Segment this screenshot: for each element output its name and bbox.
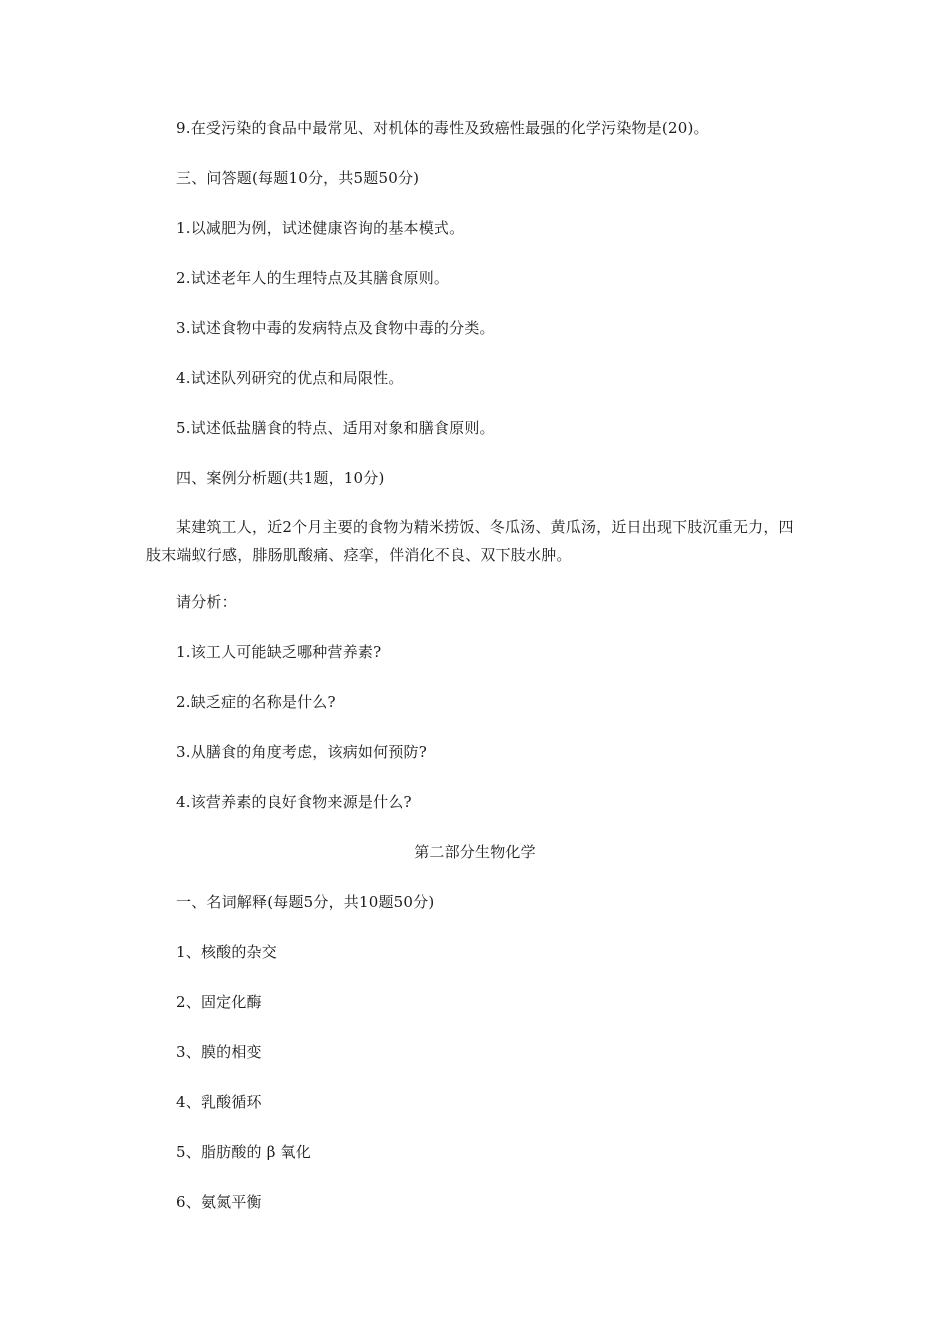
- case-section-heading: 四、案例分析题(共1题，10分): [176, 469, 385, 487]
- qa-item: 3.试述食物中毒的发病特点及食物中毒的分类。: [176, 319, 495, 337]
- case-prompt: 请分析：: [176, 593, 237, 611]
- qa-item: 4.试述队列研究的优点和局限性。: [176, 369, 404, 387]
- qa-section-heading: 三、问答题(每题10分，共5题50分): [176, 169, 420, 187]
- qa-item: 2.试述老年人的生理特点及其膳食原则。: [176, 269, 450, 287]
- term-item: 3、膜的相变: [176, 1043, 262, 1061]
- qa-item: 1.以减肥为例，试述健康咨询的基本模式。: [176, 219, 465, 237]
- case-description: 某建筑工人，近2个月主要的食物为精米捞饭、冬瓜汤、黄瓜汤，近日出现下肢沉重无力，四肢末端蚁行感，腓肠肌酸痛、痉挛，伴消化不良、双下肢水肿。: [146, 518, 794, 564]
- term-item: 1、核酸的杂交: [176, 943, 277, 961]
- terms-section-heading: 一、名词解释(每题5分，共10题50分): [176, 893, 435, 911]
- term-item: 6、氨氮平衡: [176, 1193, 262, 1211]
- part2-title: 第二部分生物化学: [414, 843, 536, 861]
- qa-item: 5.试述低盐膳食的特点、适用对象和膳食原则。: [176, 419, 495, 437]
- term-item: 4、乳酸循环: [176, 1093, 262, 1111]
- question-9: 9.在受污染的食品中最常见、对机体的毒性及致癌性最强的化学污染物是(20)。: [176, 119, 709, 137]
- case-question: 2.缺乏症的名称是什么?: [176, 693, 336, 711]
- case-question: 1.该工人可能缺乏哪种营养素?: [176, 643, 382, 661]
- case-question: 3.从膳食的角度考虑，该病如何预防?: [176, 743, 427, 761]
- term-item: 2、固定化酶: [176, 993, 262, 1011]
- term-item: 5、脂肪酸的 β 氧化: [176, 1143, 311, 1161]
- case-question: 4.该营养素的良好食物来源是什么?: [176, 793, 412, 811]
